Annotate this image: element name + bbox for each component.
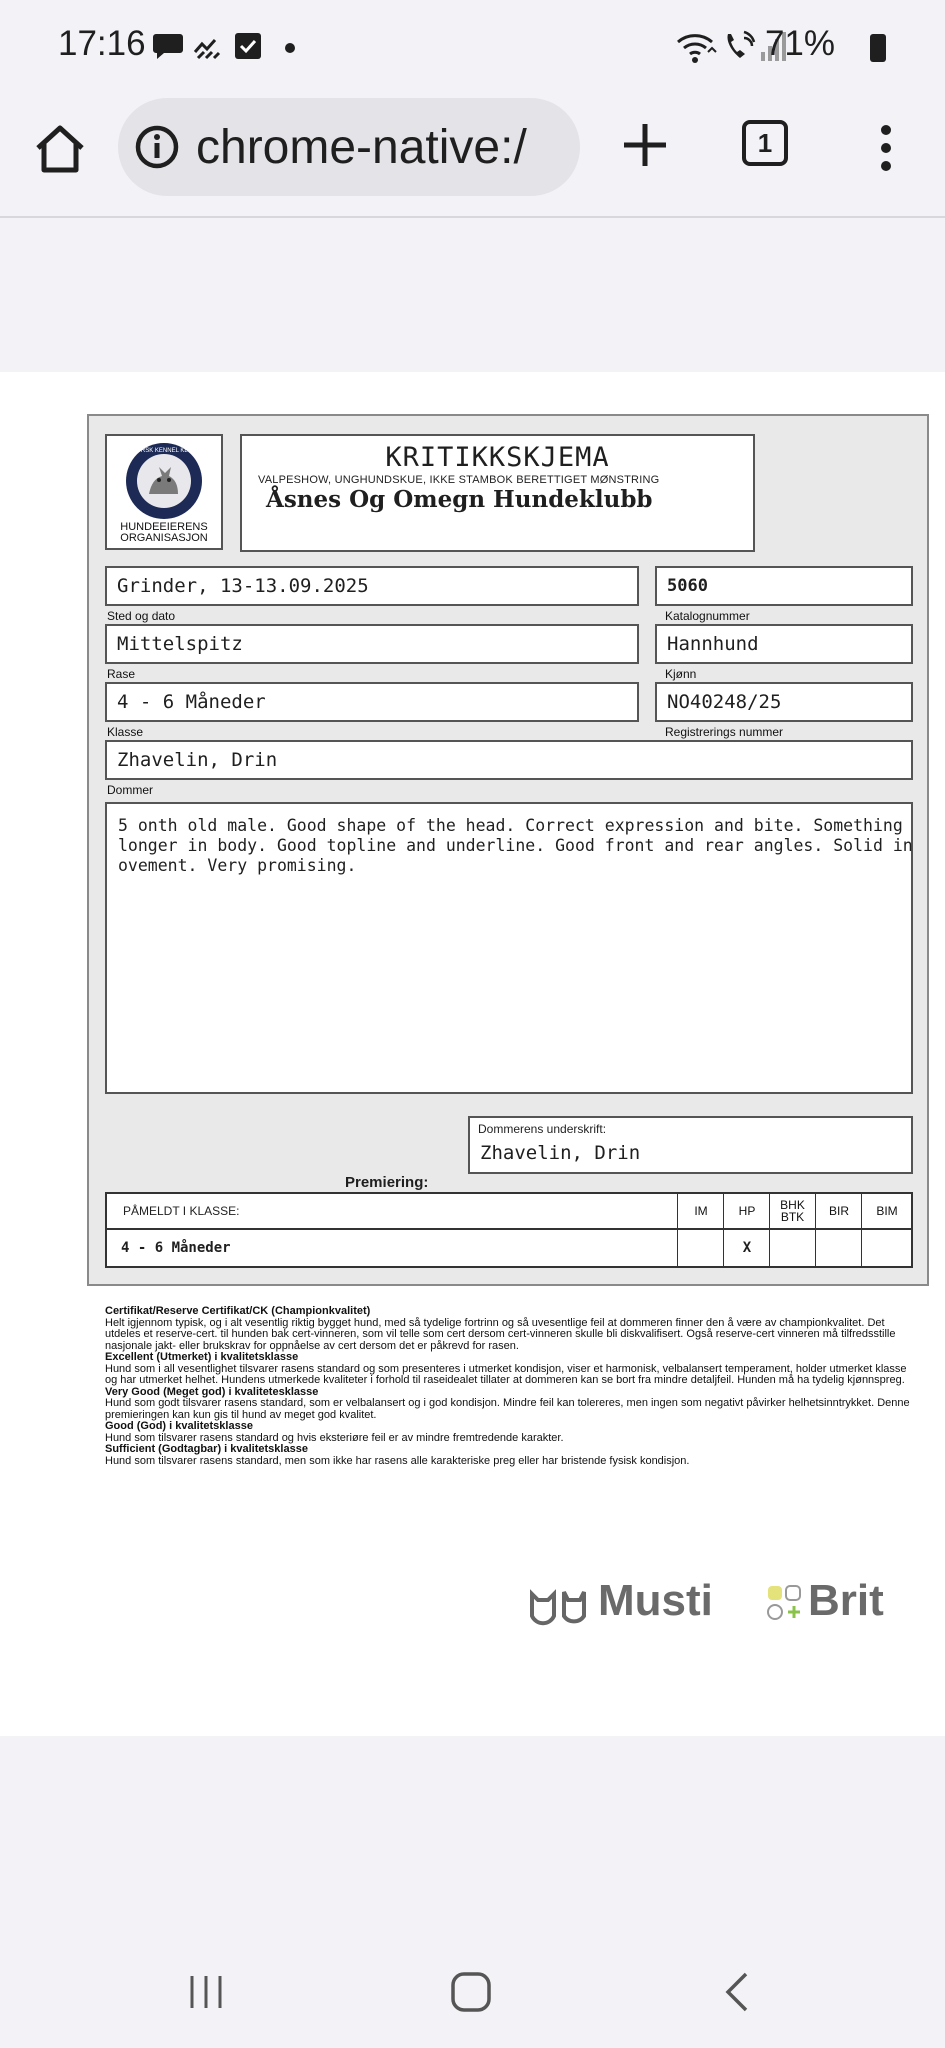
title-box: [240, 434, 755, 552]
dot-icon: [284, 32, 296, 60]
seal-text: NORSK KENNEL KLUB: [131, 448, 197, 454]
reg-number-caption: Registrerings nummer: [665, 725, 784, 739]
sex-caption: Kjønn: [665, 667, 697, 681]
signature-box[interactable]: [468, 1116, 913, 1174]
recent-apps-icon[interactable]: [186, 1972, 226, 2012]
nkk-logo-box: [105, 434, 223, 550]
brit-logo: Brit: [808, 1576, 884, 1625]
home-nav-icon[interactable]: [449, 1970, 493, 2014]
tab-switcher-button[interactable]: [742, 120, 794, 172]
good-text: Hund som tilsvarer rasens standard og hvis eksteriøre feil er av mindre fremtredende karakter.: [105, 1431, 564, 1444]
sufficient-heading: Sufficient (Godtagbar) i kvalitetsklasse: [105, 1443, 308, 1455]
form-subtitle: VALPESHOW, UNGHUNDSKUE, IKKE STAMBOK BERETTIGET MØNSTRING: [258, 474, 660, 486]
chat-bubble-icon: [152, 32, 184, 60]
battery-icon: [870, 34, 886, 62]
signature-label: Dommerens underskrift:: [478, 1122, 607, 1136]
col-bim: BIM: [861, 1194, 912, 1228]
browser-toolbar: [0, 98, 945, 218]
brit-pets-icon: [764, 1582, 808, 1626]
entered-class-header: PÅMELDT I KLASSE:: [123, 1204, 240, 1218]
info-icon[interactable]: [134, 124, 180, 170]
org-name: [107, 522, 221, 544]
sufficient-text: Hund som tilsvarer rasens standard, men som ikke har rasens alle karakteriske preg eller har bristende fysisk kondisjon.: [105, 1454, 690, 1467]
status-bar: [0, 0, 945, 98]
judge-field[interactable]: Zhavelin, Drin: [105, 740, 913, 780]
col-bir: BIR: [815, 1194, 862, 1228]
breed-field[interactable]: Mittelspitz: [105, 624, 639, 664]
checkbox-icon: [234, 32, 262, 60]
grading-explanations: [105, 1306, 910, 1467]
excellent-text: Hund som i all vesentlighet tilsvarer rasens standard og som presenteres i utmerket kondisjon, viser et harmonisk, velbalansert temperament, holder utmerket klasse og har utmerket helhet. Hundens utmerkede kvaliteter i forhold til raseidealet tillater at dommeren kan se bort fra mindre detaljfeil. Hunden må ha tydelig kjønnspreg.: [105, 1362, 907, 1386]
excellent-heading: Excellent (Utmerket) i kvalitetsklasse: [105, 1351, 299, 1363]
premiering-label: Premiering:: [345, 1174, 429, 1191]
status-time: 17:16: [58, 24, 146, 63]
col-hp: HP: [723, 1194, 770, 1228]
back-nav-icon[interactable]: [718, 1970, 758, 2014]
reg-number-field[interactable]: NO40248/25: [655, 682, 913, 722]
col-im: IM: [677, 1194, 724, 1228]
im-cell[interactable]: [677, 1230, 724, 1266]
wifi-call-icon: [676, 30, 718, 64]
very-good-text: Hund som godt tilsvarer rasens standard, som er velbalansert og i god kondisjon. Mindre feil kan tolereres, men ingen som negativt påvirker helhetsinntrykket. Denne premieringen kan kun gis til hund av meget god kvalitet.: [105, 1397, 910, 1421]
missed-call-icon: [192, 32, 224, 60]
place-date-caption: Sted og dato: [107, 609, 176, 623]
judge-caption: Dommer: [107, 783, 154, 797]
col-bhk-btk: BHK BTK: [769, 1194, 815, 1228]
sex-field[interactable]: Hannhund: [655, 624, 913, 664]
bim-cell[interactable]: [861, 1230, 912, 1266]
club-name: Åsnes Og Omegn Hundeklubb: [266, 486, 653, 513]
address-bar[interactable]: [118, 98, 580, 196]
tab-count: 1: [742, 120, 788, 166]
org-line-1: HUNDEEIERENS: [120, 521, 208, 533]
critique-text: 5 onth old male. Good shape of the head. Correct expression and bite. Something longer in body. Good topline and underline. Good front and rear angles. Solid in ovement. Very promising.: [118, 816, 913, 875]
musti-pets-icon: [528, 1584, 598, 1630]
premiering-table: [105, 1192, 913, 1268]
critique-form: [87, 414, 929, 1286]
vowifi-icon: [722, 30, 756, 64]
breed-caption: Rase: [107, 667, 136, 681]
catalog-number-caption: Katalognummer: [665, 609, 750, 623]
home-icon[interactable]: [30, 120, 90, 180]
musti-logo: Musti: [598, 1576, 713, 1625]
critique-box[interactable]: [105, 802, 913, 1094]
very-good-heading: Very Good (Meget god) i kvalitetesklasse: [105, 1385, 319, 1398]
class-field[interactable]: 4 - 6 Måneder: [105, 682, 639, 722]
class-caption: Klasse: [107, 725, 144, 739]
place-date-field[interactable]: Grinder, 13-13.09.2025: [105, 566, 639, 606]
good-heading: Good (God) i kvalitetsklasse: [105, 1420, 253, 1432]
new-tab-icon[interactable]: [618, 118, 672, 172]
cert-text: Helt igjennom typisk, og i alt vesentlig riktig bygget hund, med så tydelige fortrinn og så uvesentlige feil at dommeren finner den å være av championkvalitet. Det utdeles et reserve-cert. til hunden bak cert-vinneren, som vil telle som cert dersom cert-vinneren skulle bli diskvalifisert. Også reserve-cert vinneren må tilfredsstille nasjonale jakt- eller brukskrav for oppnåelse av cert dersom det er påkrevd for rasen.: [105, 1316, 896, 1352]
nkk-seal-icon: [125, 442, 203, 520]
bir-cell[interactable]: [815, 1230, 862, 1266]
entered-class-value: 4 - 6 Måneder: [121, 1240, 231, 1256]
signature-value: Zhavelin, Drin: [480, 1142, 641, 1164]
bhk-btk-cell[interactable]: [769, 1230, 816, 1266]
table-header-row: [107, 1194, 911, 1230]
catalog-number-field[interactable]: 5060: [655, 566, 913, 606]
battery-percent: 71%: [764, 24, 835, 63]
cert-heading: Certifikat/Reserve Certifikat/CK (Championkvalitet): [105, 1305, 371, 1317]
sponsor-logos: [528, 1576, 908, 1636]
system-navigation-bar: [0, 1900, 945, 2048]
form-title: KRITIKKSKJEMA: [385, 442, 610, 473]
url-text[interactable]: chrome-native:/: [196, 121, 527, 174]
org-line-2: ORGANISASJON: [120, 532, 208, 544]
hp-cell[interactable]: X: [723, 1230, 770, 1266]
more-menu-icon[interactable]: [872, 122, 900, 174]
